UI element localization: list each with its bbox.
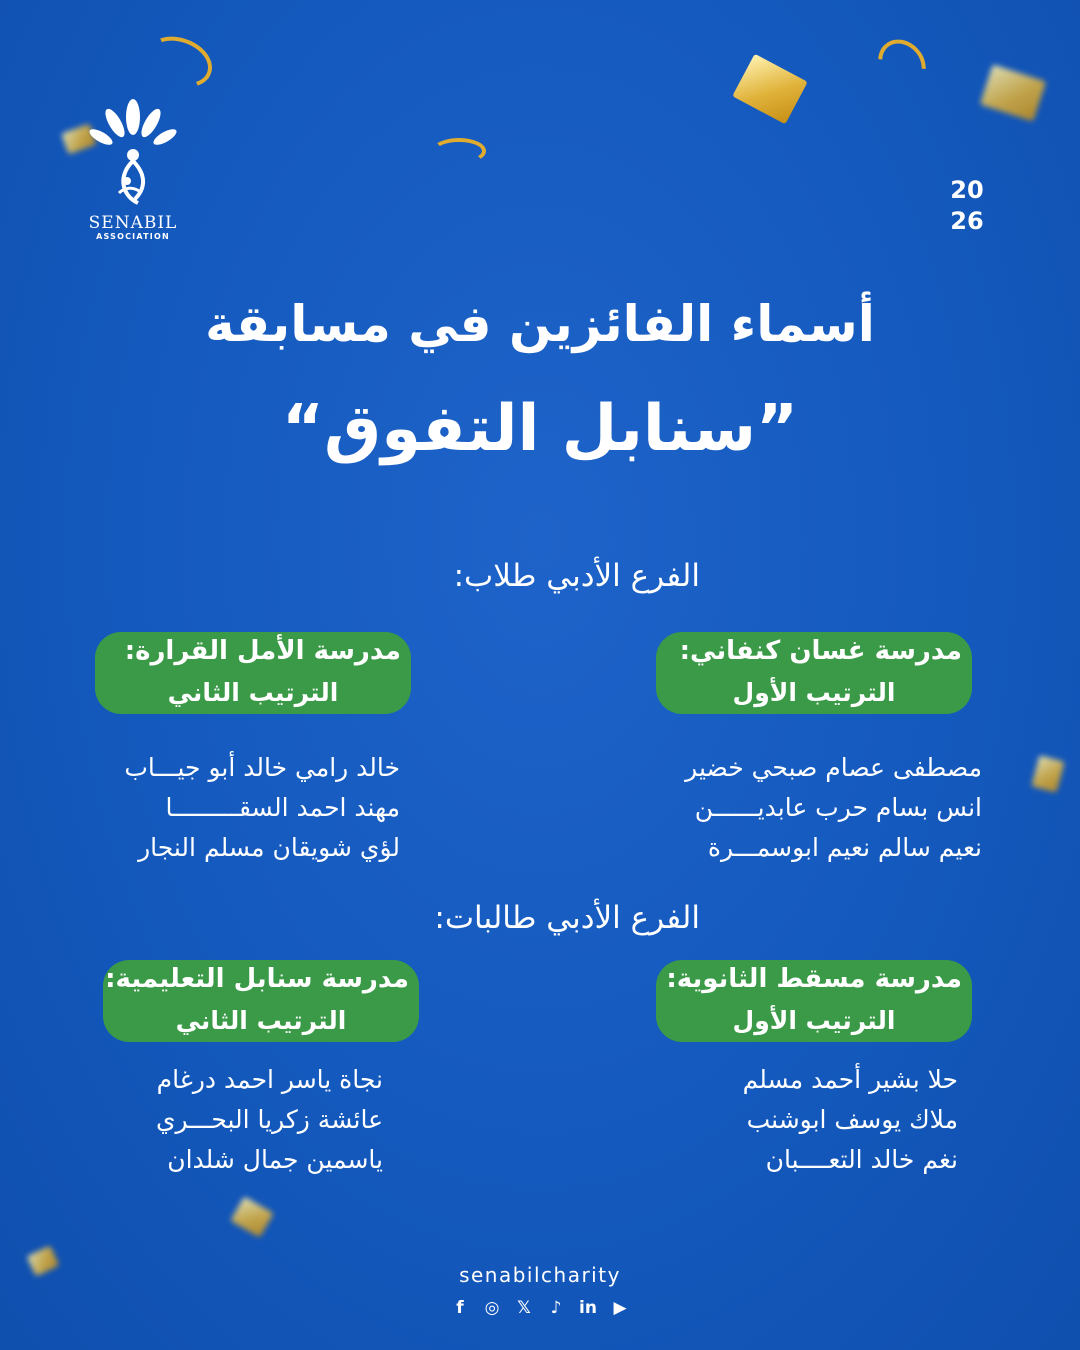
list-item: ملاك يوسف ابوشنب bbox=[746, 1105, 958, 1134]
list-item: نجاة ياسر احمد درغام bbox=[156, 1065, 383, 1094]
student-list bbox=[60, 1060, 383, 1180]
list-item: عائشة زكريا البحـــري bbox=[155, 1105, 383, 1134]
list-item: مهند احمد السقـــــــــا bbox=[165, 793, 400, 822]
facebook-icon[interactable]: f bbox=[456, 1298, 464, 1318]
school-name: مدرسة غسان كنفاني: bbox=[679, 636, 962, 666]
school-name: مدرسة مسقط الثانوية: bbox=[666, 964, 962, 994]
school-name: مدرسة سنابل التعليمية: bbox=[105, 964, 409, 994]
list-item: نعيم سالم نعيم ابوسمـــرة bbox=[707, 833, 982, 862]
school-card-second bbox=[95, 632, 411, 714]
list-item: خالد رامي خالد أبو جيـــاب bbox=[124, 753, 400, 782]
confetti-piece bbox=[980, 64, 1046, 121]
social-icons bbox=[440, 1297, 640, 1319]
ribbon-curl bbox=[868, 30, 935, 98]
logo-name: SENABIL bbox=[88, 213, 178, 233]
ribbon-curl bbox=[139, 28, 219, 96]
youtube-icon[interactable]: ▶ bbox=[613, 1298, 627, 1318]
senabil-logo bbox=[78, 95, 188, 255]
social-handle[interactable]: senabilcharity bbox=[459, 1263, 621, 1287]
year-line-2: 26 bbox=[950, 207, 984, 235]
logo-subtitle: ASSOCIATION bbox=[96, 232, 170, 241]
confetti-piece bbox=[230, 1196, 273, 1237]
rank-label: الترتيب الأول bbox=[732, 678, 896, 707]
confetti-piece bbox=[732, 54, 808, 125]
section-heading-boys: الفرع الأدبي طلاب: bbox=[453, 558, 700, 594]
x-icon[interactable]: 𝕏 bbox=[517, 1298, 531, 1318]
linkedin-icon[interactable]: in bbox=[579, 1298, 597, 1318]
section-heading-girls: الفرع الأدبي طالبات: bbox=[434, 900, 700, 936]
list-item: انس بسام حرب عابديــــــن bbox=[694, 793, 982, 822]
rank-label: الترتيب الثاني bbox=[167, 678, 339, 707]
school-card-first bbox=[656, 632, 972, 714]
school-name: مدرسة الأمل القرارة: bbox=[124, 636, 401, 666]
student-list bbox=[600, 1060, 958, 1180]
school-card-second bbox=[103, 960, 419, 1042]
school-card-first bbox=[656, 960, 972, 1042]
tiktok-icon[interactable]: ♪ bbox=[550, 1298, 562, 1318]
ribbon-curl bbox=[432, 138, 486, 164]
list-item: لؤي شويقان مسلم النجار bbox=[138, 833, 400, 862]
student-list bbox=[60, 748, 400, 868]
list-item: ياسمين جمال شلدان bbox=[167, 1145, 383, 1174]
competition-name: ”سنابل التفوق“ bbox=[281, 392, 799, 466]
student-list bbox=[600, 748, 982, 868]
confetti-piece bbox=[1031, 755, 1064, 793]
instagram-icon[interactable]: ◎ bbox=[484, 1298, 500, 1318]
year-line-1: 20 bbox=[950, 176, 984, 204]
list-item: حلا بشير أحمد مسلم bbox=[742, 1065, 958, 1094]
list-item: نغم خالد التعــــبان bbox=[765, 1145, 958, 1174]
wheat-leaf-icon bbox=[83, 95, 183, 210]
rank-label: الترتيب الأول bbox=[732, 1006, 896, 1035]
rank-label: الترتيب الثاني bbox=[175, 1006, 347, 1035]
list-item: مصطفى عصام صبحي خضير bbox=[685, 753, 982, 782]
page-title: أسماء الفائزين في مسابقة bbox=[205, 295, 875, 353]
year-label bbox=[942, 175, 992, 237]
